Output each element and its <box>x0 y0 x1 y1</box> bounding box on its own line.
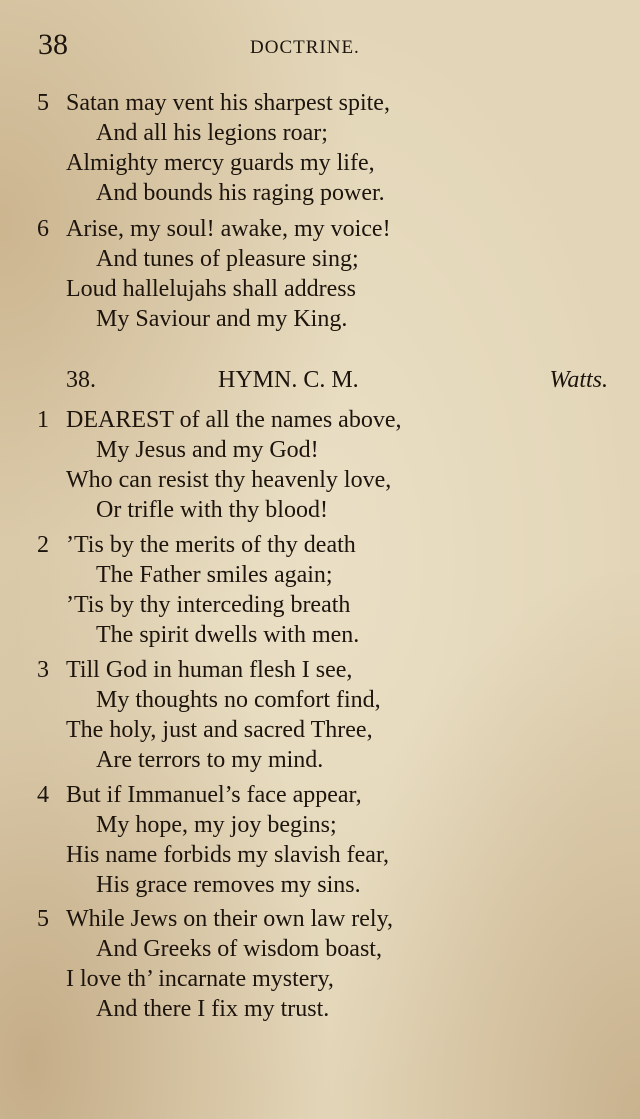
hymn-verse-4 <box>0 780 640 900</box>
verse-number: 4 <box>37 782 49 808</box>
verse-line: Loud hallelujahs shall address <box>66 276 356 302</box>
verse-line: And all his legions roar; <box>96 120 328 146</box>
running-title: DOCTRINE. <box>250 37 360 58</box>
verse-line: ’Tis by the merits of thy death <box>66 532 356 558</box>
hymn-verse-1 <box>0 405 640 525</box>
verse-line: My thoughts no comfort find, <box>96 687 381 713</box>
verse-line: Almighty mercy guards my life, <box>66 150 375 176</box>
verse-line: Till God in human flesh I see, <box>66 657 353 683</box>
verse-line: Satan may vent his sharpest spite, <box>66 90 390 116</box>
verse-line: And bounds his raging power. <box>96 180 385 206</box>
verse-line: The holy, just and sacred Three, <box>66 717 373 743</box>
verse-line: And tunes of pleasure sing; <box>96 246 359 272</box>
verse-line: Arise, my soul! awake, my voice! <box>66 216 391 242</box>
verse-line: But if Immanuel’s face appear, <box>66 782 362 808</box>
hymn-verse-5 <box>0 904 640 1024</box>
hymn-header <box>0 367 640 399</box>
verse-line: While Jews on their own law rely, <box>66 906 394 932</box>
page-number: 38 <box>38 28 68 61</box>
verse-line: DEAREST of all the names above, <box>66 407 402 433</box>
verse-number: 3 <box>37 657 49 683</box>
hymn-verse-2 <box>0 530 640 650</box>
running-head <box>38 28 600 68</box>
verse-line: ’Tis by thy interceding breath <box>66 592 351 618</box>
hymn-author: Watts. <box>549 367 608 393</box>
verse-5-carryover <box>0 88 640 208</box>
verse-line: Are terrors to my mind. <box>96 747 324 773</box>
verse-line: The Father smiles again; <box>96 562 333 588</box>
verse-number: 2 <box>37 532 49 558</box>
verse-line: My hope, my joy begins; <box>96 812 337 838</box>
verse-line: The spirit dwells with men. <box>96 622 360 648</box>
verse-number: 5 <box>37 906 49 932</box>
hymn-verse-3 <box>0 655 640 775</box>
verse-6-carryover <box>0 214 640 334</box>
verse-line: And Greeks of wisdom boast, <box>96 936 382 962</box>
verse-line: My Saviour and my King. <box>96 306 348 332</box>
verse-line: My Jesus and my God! <box>96 437 319 463</box>
verse-line: And there I fix my trust. <box>96 996 330 1022</box>
verse-line: Or trifle with thy blood! <box>96 497 328 523</box>
hymn-number: 38. <box>66 367 96 393</box>
verse-line: I love th’ incarnate mystery, <box>66 966 334 992</box>
hymn-meter: HYMN. C. M. <box>218 367 359 393</box>
verse-line: His grace removes my sins. <box>96 872 361 898</box>
verse-number: 5 <box>37 90 49 116</box>
verse-number: 6 <box>37 216 49 242</box>
verse-number: 1 <box>37 407 49 433</box>
verse-line: His name forbids my slavish fear, <box>66 842 389 868</box>
verse-line: Who can resist thy heavenly love, <box>66 467 392 493</box>
